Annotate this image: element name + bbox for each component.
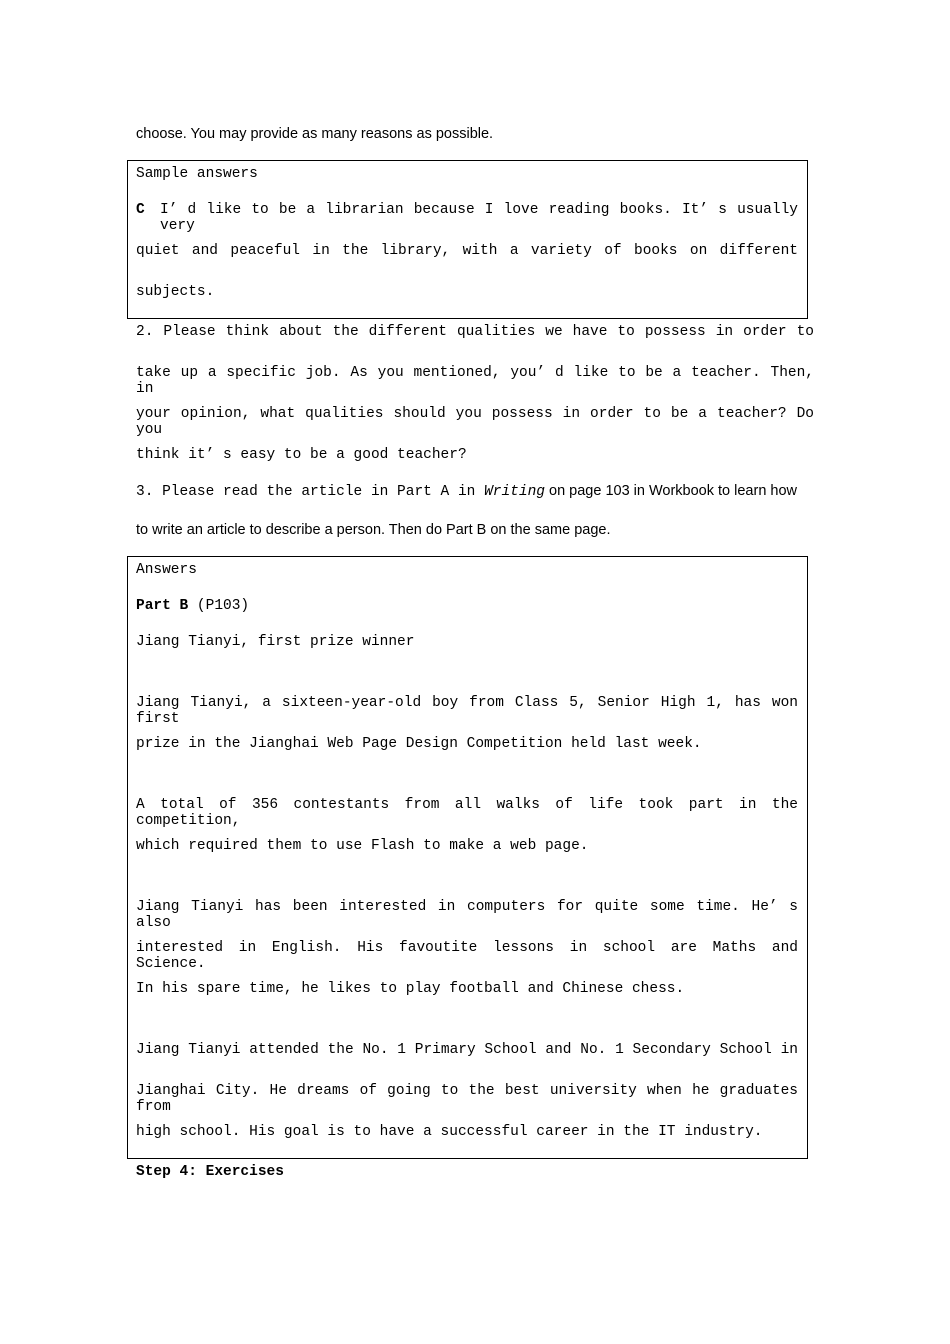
question-2-line: 2. Please think about the different qualities we have to possess in order to	[136, 324, 814, 340]
question-3-line: 3. Please read the article in Part A in Writing on page 103 in Workbook to learn how	[136, 483, 798, 500]
article-line: Jiang Tianyi attended the No. 1 Primary School and No. 1 Secondary School in	[136, 1042, 798, 1058]
sample-option-letter: C	[136, 202, 145, 218]
step-4-heading: Step 4: Exercises	[136, 1164, 284, 1180]
intro-text: choose. You may provide as many reasons as possible.	[136, 126, 494, 142]
article-line: Jianghai City. He dreams of going to the best university when he graduates from	[136, 1083, 798, 1115]
sample-answer-line: quiet and peaceful in the library, with a variety of books on different	[136, 243, 798, 259]
sample-answer-line: I’ d like to be a librarian because I love reading books. It’ s usually very	[160, 202, 798, 234]
question-3-line: to write an article to describe a person. Then do Part B on the same page.	[136, 522, 611, 538]
sample-answer-line: subjects.	[136, 284, 215, 300]
question-2-line: take up a specific job. As you mentioned, you’ d like to be a teacher. Then, in	[136, 365, 814, 397]
article-line: which required them to use Flash to make a web page.	[136, 838, 589, 854]
sample-answers-title: Sample answers	[136, 166, 258, 182]
article-line: high school. His goal is to have a successful career in the IT industry.	[136, 1124, 763, 1140]
article-line: prize in the Jianghai Web Page Design Competition held last week.	[136, 736, 702, 752]
article-line: In his spare time, he likes to play football and Chinese chess.	[136, 981, 685, 997]
article-headline: Jiang Tianyi, first prize winner	[136, 634, 415, 650]
article-line: A total of 356 contestants from all walks of life took part in the competition,	[136, 797, 798, 829]
part-b-label: Part B (P103)	[136, 598, 250, 614]
sample-answers-box	[127, 160, 808, 319]
question-2-line: your opinion, what qualities should you possess in order to be a teacher? Do you	[136, 406, 814, 438]
article-line: interested in English. His favoutite lessons in school are Maths and Science.	[136, 940, 798, 972]
answers-title: Answers	[136, 562, 197, 578]
article-line: Jiang Tianyi has been interested in computers for quite some time. He’ s also	[136, 899, 798, 931]
article-line: Jiang Tianyi, a sixteen-year-old boy from Class 5, Senior High 1, has won first	[136, 695, 798, 727]
question-2-line: think it’ s easy to be a good teacher?	[136, 447, 467, 463]
